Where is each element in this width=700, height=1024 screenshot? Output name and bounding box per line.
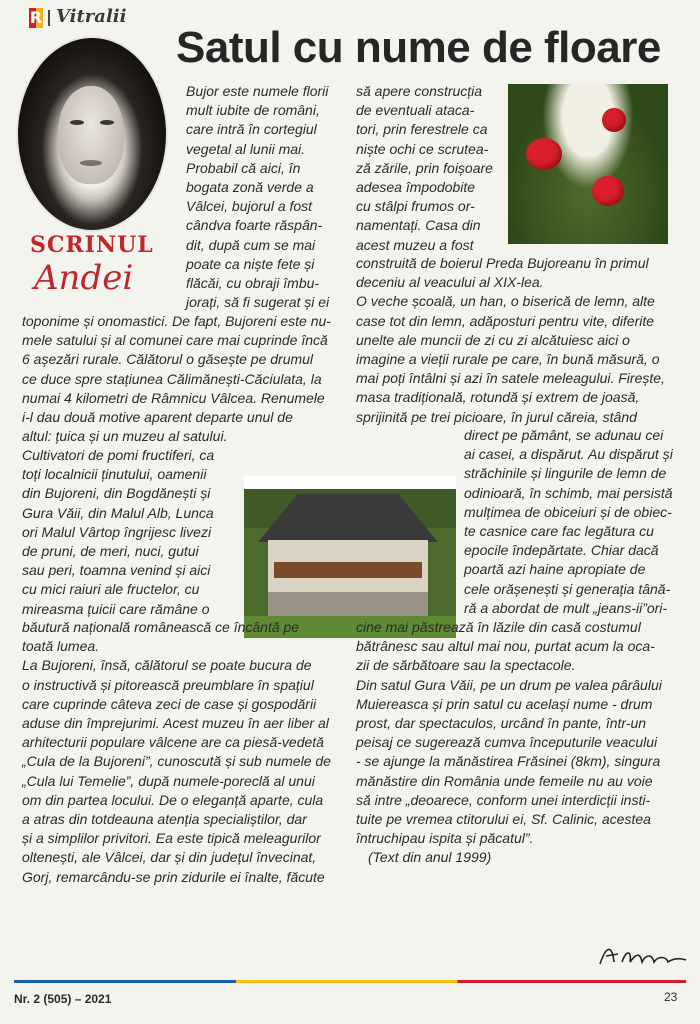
text-line: toți localnicii ținutului, oamenii	[22, 466, 207, 483]
text-line: te casnice care fac legătura cu	[464, 523, 654, 540]
text-block-intro	[186, 82, 362, 312]
text-line: poate ca niște fete și	[186, 255, 315, 272]
text-line: aduse din împrejurimi. Acest muzeu în aer liber al	[22, 715, 329, 732]
text-line: tuite pe vremea ctitorului ei, Sf. Calinic, acestea	[356, 811, 651, 828]
text-line: prost, dar spectaculos, urcând în pante, într-un	[356, 715, 647, 732]
text-line: construită de boierul Preda Bujoreanu în primul	[356, 255, 649, 271]
text-line: cine mai păstrează în lăzile din casă costumul	[356, 619, 641, 635]
text-line: La Bujoreni, însă, călătorul se poate bucura de	[22, 657, 312, 674]
text-line: oltenești, ale Vâlcei, dar și din județul învecinat,	[22, 849, 317, 866]
peony-flower	[526, 138, 562, 170]
text-line: sprijinită pe trei picioare, în jurul căreia, stând	[356, 408, 637, 425]
house-balcony	[274, 562, 422, 578]
text-block-left-narrow	[22, 446, 238, 619]
page-number: 23	[664, 990, 678, 1004]
text-line: vegetal al lunii mai.	[186, 140, 306, 157]
text-line: epocile îndepărtate. Chiar dacă	[464, 542, 659, 559]
article-title: Satul cu nume de floare	[176, 23, 661, 72]
text-block-left-lower	[22, 618, 352, 887]
text-line: poartă azi haine apropiate de	[464, 561, 646, 578]
cula-house-photo	[244, 476, 456, 638]
text-line: Gura Văii, din Malul Alb, Lunca	[22, 504, 214, 521]
text-line: să apere construcția	[356, 83, 483, 99]
text-block-right-narrow	[464, 426, 694, 618]
text-line: toată lumea.	[22, 638, 100, 655]
logo-divider	[48, 10, 50, 26]
text-line: să intre „deoarece, conform unei interdicții insti-	[356, 791, 651, 808]
column-name-line1: SCRINUL	[30, 232, 154, 258]
text-line: o instructivă și pitorească preumblare în spațiul	[22, 676, 314, 693]
text-line: Bujor este numele florii	[186, 83, 329, 99]
text-line: Vâlcei, bujorul a fost	[186, 198, 313, 215]
text-line: Muiereasca și prin satul cu același nume - drum	[356, 695, 653, 712]
text-line: care cuprinde câteva zeci de case și gospodării	[22, 695, 317, 712]
text-line: 6 așezări rurale. Călătorul o găsește pe drumul	[22, 351, 314, 368]
text-block-right	[356, 254, 690, 427]
text-line: - se ajunge la mănăstirea Frăsinei (8km), singura	[356, 753, 661, 770]
text-line: acest muzeu a fost	[356, 236, 474, 253]
text-line: imagine a vieții rurale pe care, în bună măsură, o	[356, 351, 660, 368]
text-line: ză zările, prin foișoare	[356, 159, 493, 176]
text-line: flăcăi, cu obraji îmbu-	[186, 275, 320, 292]
portrait-eye-right	[100, 120, 114, 125]
text-block-left	[22, 312, 352, 446]
text-line: mireasma țuicii care rămâne o	[22, 600, 210, 617]
text-line: mulțimea de obiceiuri și de obiec-	[464, 503, 672, 520]
text-line: Probabil că aici, în	[186, 159, 301, 176]
footer-color-bar	[14, 980, 686, 983]
text-line: „Cula de la Bujoreni”, cunoscută și sub numele de	[22, 753, 331, 770]
text-line: case tot din lemn, adăposturi pentru vite, diferite	[356, 312, 655, 329]
issue-number: Nr. 2 (505) – 2021	[14, 992, 112, 1006]
author-signature	[596, 940, 688, 970]
text-line: O veche școală, un han, o biserică de lemn, alte	[356, 293, 655, 310]
portrait-lips	[80, 160, 102, 166]
text-line: ră a abordat de mult „jeans-ii”ori-	[464, 599, 668, 616]
text-line: mănăstire din România unde femeile nu au voie	[356, 772, 653, 789]
text-line: străchinile și lingurile de lemn de	[464, 465, 667, 482]
text-line: bătrânesc sau altul mai nou, purtat acum la oca-	[356, 638, 655, 655]
text-block-right-lower	[356, 618, 690, 868]
text-line: unelte ale muncii de zi cu zi alcătuiesc aici o	[356, 331, 630, 348]
column-name-line2: Andei	[34, 258, 134, 298]
text-source-note: (Text din anul 1999)	[368, 849, 492, 866]
text-line: mele satului și al comunei care mai cuprinde încă	[22, 332, 328, 349]
text-line: tori, prin ferestrele ca	[356, 121, 488, 138]
text-line: mai poți întâlni și azi în satele meleagului. Firește,	[356, 370, 665, 387]
peony-photo	[508, 84, 668, 244]
house-roof	[258, 494, 438, 542]
text-line: de eventuali ataca-	[356, 102, 475, 119]
text-line: peisaj ce sugerează cumva începuturile veacului	[356, 734, 658, 751]
text-line: toponime și onomastici. De fapt, Bujoreni este nu-	[22, 313, 331, 329]
text-line: de pruni, de meri, nuci, gutui	[22, 543, 199, 560]
text-line: cele orășenești și generația tână-	[464, 580, 671, 597]
peony-flower	[592, 176, 624, 206]
text-line: mult iubite de români,	[186, 102, 320, 119]
magazine-logo: R	[29, 8, 43, 27]
text-line: Gorj, remarcându-se prin zidurile ei înalte, făcute	[22, 868, 325, 885]
text-line: adesea împodobite	[356, 179, 476, 196]
text-line: bogata zonă verde a	[186, 179, 314, 196]
text-line: deceniu al veacului al XIX-lea.	[356, 274, 544, 291]
section-name: Vitralii	[56, 6, 127, 27]
text-line: dit, după cum se mai	[186, 236, 316, 253]
text-line: ori Malul Vârtop îngrijesc livezi	[22, 523, 212, 540]
text-line: „Cula lui Temelie”, după numele-poreclă al unui	[22, 772, 315, 789]
text-line: cândva foarte răspân-	[186, 217, 323, 234]
text-line: ce duce spre stațiunea Călimănești-Căciulata, la	[22, 370, 322, 387]
text-line: sau peri, toamna venind și aici	[22, 562, 211, 579]
text-line: om din partea locului. De o eleganță aparte, cula	[22, 791, 324, 808]
portrait-eye-left	[70, 120, 84, 125]
text-line: Cultivatori de pomi fructiferi, ca	[22, 447, 215, 463]
text-line: a atras din totdeauna atenția specialiștilor, dar	[22, 811, 307, 828]
text-line: altul: țuica și un muzeu al satului.	[22, 428, 228, 445]
text-line: odinioară, în schimb, mai persistă	[464, 484, 673, 501]
portrait-face	[58, 86, 124, 184]
text-line: zii de sărbătoare sau la spectacole.	[356, 657, 576, 674]
text-line: i-l dau două motive aparent departe unul de	[22, 409, 293, 426]
text-line: cu mici raiuri ale fructelor, cu	[22, 581, 200, 598]
text-line: ai casei, a dispărut. Au dispărut și	[464, 446, 673, 463]
text-line: care intră în cortegiul	[186, 121, 317, 138]
text-line: direct pe pământ, se adunau cei	[464, 427, 664, 443]
text-line: jorați, să fi sugerat și ei	[186, 294, 330, 311]
text-block-right-top	[356, 82, 504, 255]
text-line: masa tradițională, rotundă și extrem de joasă,	[356, 389, 640, 406]
text-line: niște ochi ce scrutea-	[356, 140, 489, 157]
text-line: Din satul Gura Văii, pe un drum pe valea pârâului	[356, 676, 662, 693]
text-line: și a simplilor privitori. Ea este tipică meleagurilor	[22, 830, 321, 847]
text-line: din Bujoreni, din Bogdănești și	[22, 485, 211, 502]
text-line: cu stâlpi frumos or-	[356, 198, 475, 215]
text-line: băutură națională românească ce încântă pe	[22, 619, 300, 635]
text-line: namentați. Casa din	[356, 217, 481, 234]
text-line: întruchipau ispita și păcatul”.	[356, 830, 534, 847]
text-line: numai 4 kilometri de Râmnicu Vâlcea. Renumele	[22, 389, 325, 406]
text-line: arhitecturii populare vâlcene are ca piesă-vedetă	[22, 734, 324, 751]
peony-flower	[602, 108, 626, 132]
